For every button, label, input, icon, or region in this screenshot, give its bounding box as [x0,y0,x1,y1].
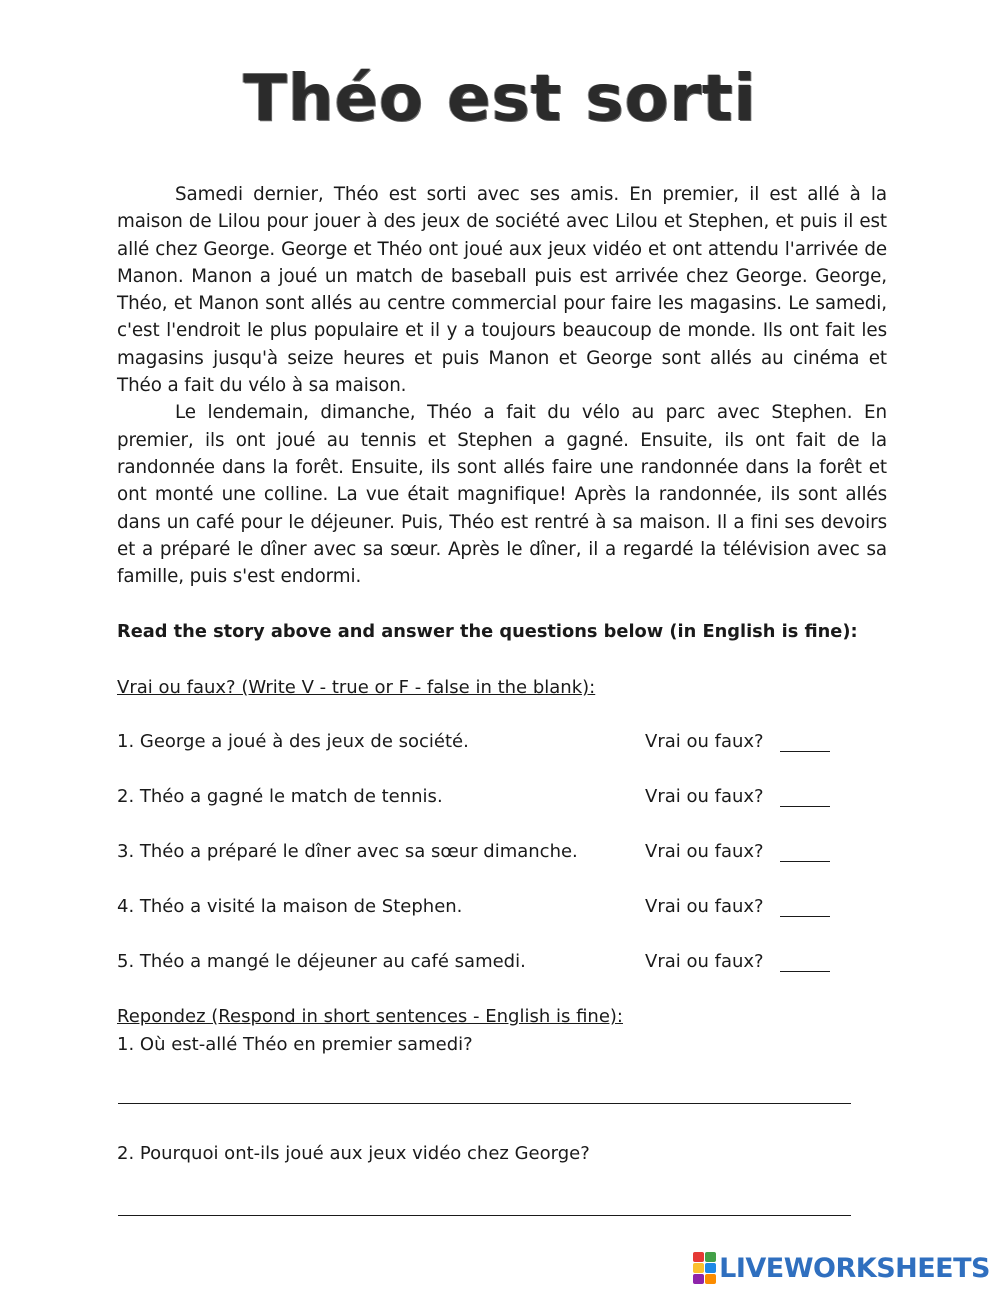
answer-line[interactable] [118,1103,851,1104]
answer-line[interactable] [118,1215,851,1216]
short-answer-heading: Repondez (Respond in short sentences - English is fine): [117,1006,623,1027]
true-false-question: 2. Théo a gagné le match de tennis. [117,786,443,807]
true-false-row [117,896,897,924]
liveworksheets-logo [693,1252,990,1284]
story-paragraph: Le lendemain, dimanche, Théo a fait du vélo au parc avec Stephen. En premier, ils ont joué au tennis et Stephen a gagné. Ensuite, ils ont fait de la randonnée dans la forêt. Ensuite, ils sont allés faire une randonnée dans la forêt et ont monté une colline. La vue était magnifique! Après la randonnée, ils sont allés dans un café pour le déjeuner. Puis, Théo est rentré à sa maison. Il a fini ses devoirs et a préparé le dîner avec sa sœur. Après le dîner, il a regardé la télévision avec sa famille, puis s'est endormi. [117,402,887,588]
true-false-row [117,841,897,869]
true-false-question: 1. George a joué à des jeux de société. [117,731,469,752]
short-answer-question: 1. Où est-allé Théo en premier samedi? [117,1034,473,1055]
true-false-row [117,786,897,814]
worksheet-title: Théo est sorti [243,62,757,136]
true-false-blank[interactable] [780,861,830,862]
true-false-blank[interactable] [780,971,830,972]
true-false-row [117,731,897,759]
instruction-text: Read the story above and answer the questions below (in English is fine): [117,621,858,642]
true-false-label: Vrai ou faux? [645,841,764,862]
true-false-label: Vrai ou faux? [645,786,764,807]
true-false-question: 3. Théo a préparé le dîner avec sa sœur dimanche. [117,841,578,862]
logo-blocks-icon [693,1252,716,1284]
short-answer-question: 2. Pourquoi ont-ils joué aux jeux vidéo chez George? [117,1143,590,1164]
true-false-question: 4. Théo a visité la maison de Stephen. [117,896,463,917]
brand-name: LIVEWORKSHEETS [719,1252,990,1284]
true-false-row [117,951,897,979]
true-false-blank[interactable] [780,916,830,917]
true-false-blank[interactable] [780,751,830,752]
true-false-heading: Vrai ou faux? (Write V - true or F - false in the blank): [117,677,596,698]
true-false-label: Vrai ou faux? [645,731,764,752]
story-paragraph: Samedi dernier, Théo est sorti avec ses amis. En premier, il est allé à la maison de Lilou pour jouer à des jeux de société avec Lilou et Stephen, et puis il est allé chez George. George et Théo ont joué aux jeux vidéo et ont attendu l'arrivée de Manon. Manon a joué un match de baseball puis est arrivée chez George. George, Théo, et Manon sont allés au centre commercial pour faire les magasins. Le samedi, c'est l'endroit le plus populaire et il y a toujours beaucoup de monde. Ils ont fait les magasins jusqu'à seize heures et puis Manon et George sont allés au cinéma et Théo a fait du vélo à sa maison. [117,184,887,397]
true-false-blank[interactable] [780,806,830,807]
true-false-label: Vrai ou faux? [645,951,764,972]
true-false-question: 5. Théo a mangé le déjeuner au café samedi. [117,951,526,972]
story-text [117,181,887,590]
true-false-label: Vrai ou faux? [645,896,764,917]
